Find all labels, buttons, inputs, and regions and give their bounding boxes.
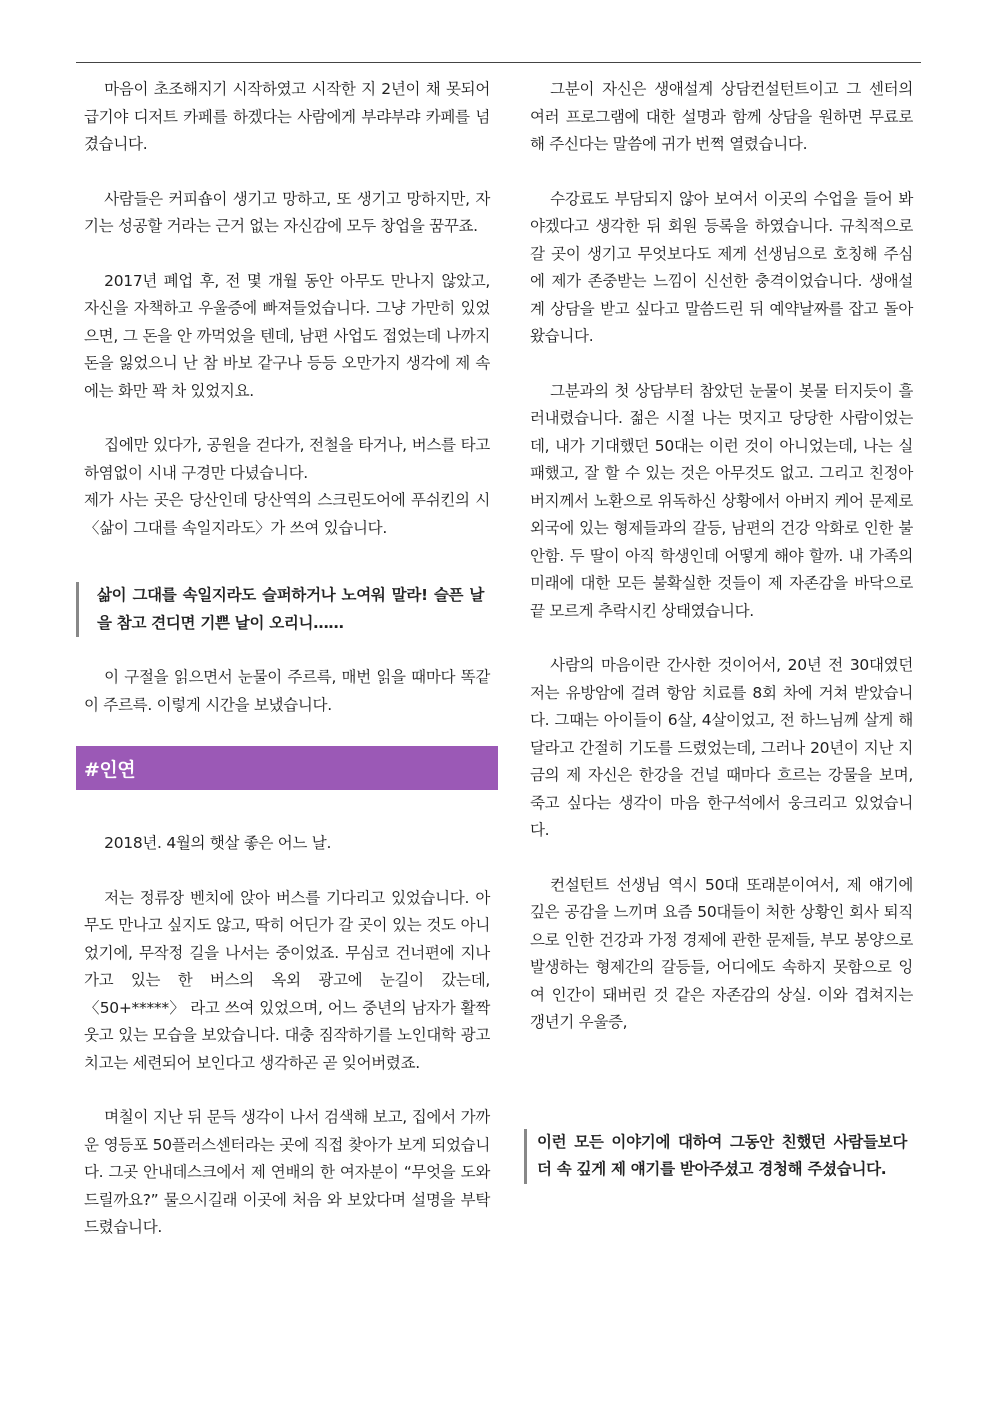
paragraph: 집에만 있다가, 공원을 걷다가, 전철을 타거나, 버스를 타고 하염없이 시내 구경만 다녔습니다. [84, 436, 490, 482]
pull-quote: 삶이 그대를 속일지라도 슬퍼하거나 노여워 말라! 슬픈 날을 참고 견디면 기쁜 날이 오리니…… [76, 582, 490, 637]
paragraph: 며칠이 지난 뒤 문득 생각이 나서 검색해 보고, 집에서 가까운 영등포 50플러스센터라는 곳에 직접 찾아가 보게 되었습니다. 그곳 안내데스크에서 제 연배의 한 여자분이 “무엇을 도와 드릴까요?” 물으시길래 이곳에 처음 와 보았다며 설명을 부탁드렸습니다. [84, 1108, 490, 1236]
paragraph: 그분과의 첫 상담부터 참았던 눈물이 봇물 터지듯이 흘러내렸습니다. 젊은 시절 나는 멋지고 당당한 사람이었는데, 내가 기대했던 50대는 이런 것이 아니었는데, 나는 실패했고, 잘 할 수 있는 것은 아무것도 없고. 그리고 친정아버지께서 노환으로 위독하신 상황에서 아버지 케어 문제로 외국에 있는 형제들과의 갈등, 남편의 건강 악화로 인한 불안함. 두 딸이 아직 학생인데 어떻게 해야 할까. 내 가족의 미래에 대한 모든 불확실한 것들이 제 자존감을 바닥으로 끝 모르게 추락시킨 상태였습니다. [530, 381, 913, 620]
left-column [84, 76, 490, 1242]
paragraph: 사람의 마음이란 간사한 것이어서, 20년 전 30대였던 저는 유방암에 걸려 항암 치료를 8회 차에 거쳐 받았습니다. 그때는 아이들이 6살, 4살이었고, 전 하느님께 살게 해달라고 간절히 기도를 드렸었는데, 그러나 20년이 지난 지금의 제 자신은 한강을 건널 때마다 흐르는 강물을 보며, 죽고 싶다는 생각이 마음 한구석에서 웅크리고 있었습니다. [530, 656, 913, 839]
paragraph: 마음이 초조해지기 시작하였고 시작한 지 2년이 채 못되어 급기야 디저트 카페를 하겠다는 사람에게 부랴부랴 카페를 넘겼습니다. [84, 80, 490, 153]
paragraph: 제가 사는 곳은 당산인데 당산역의 스크린도어에 푸쉬킨의 시 〈삶이 그대를 속일지라도〉가 쓰여 있습니다. [84, 491, 490, 537]
paragraph: 컨설턴트 선생님 역시 50대 또래분이여서, 제 얘기에 깊은 공감을 느끼며 요즘 50대들이 처한 상황인 회사 퇴직으로 인한 건강과 가정 경제에 관한 문제들, 부모 봉양으로 발생하는 형제간의 갈등들, 어디에도 속하지 못함으로 잉여 인간이 돼버린 것 같은 자존감의 상실. 이와 겹쳐지는 갱년기 우울증, [530, 875, 913, 1031]
pull-quote: 이런 모든 이야기에 대하여 그동안 친했던 사람들보다 더 속 깊게 제 얘기를 받아주셨고 경청해 주셨습니다. [524, 1129, 913, 1184]
paragraph: 수강료도 부담되지 않아 보여서 이곳의 수업을 들어 봐야겠다고 생각한 뒤 회원 등록을 하였습니다. 규칙적으로 갈 곳이 생기고 무엇보다도 제게 선생님으로 호칭해 주심에 제가 존중받는 느낌이 신선한 충격이었습니다. 생애설계 상담을 받고 싶다고 말씀드린 뒤 예약날짜를 잡고 돌아왔습니다. [530, 189, 913, 345]
paragraph: 그분이 자신은 생애설계 상담컨설턴트이고 그 센터의 여러 프로그램에 대한 설명과 함께 상담을 원하면 무료로 해 주신다는 말씀에 귀가 번쩍 열렸습니다. [530, 80, 913, 153]
paragraph: 저는 정류장 벤치에 앉아 버스를 기다리고 있었습니다. 아무도 만나고 싶지도 않고, 딱히 어딘가 갈 곳이 있는 것도 아니었기에, 무작정 길을 나서는 중이었죠. 무심코 건너편에 지나가고 있는 한 버스의 옥외 광고에 눈길이 갔는데, 〈50+*****〉 라고 쓰여 있었으며, 어느 중년의 남자가 활짝 웃고 있는 모습을 보았습니다. 대충 짐작하기를 노인대학 광고치고는 세련되어 보인다고 생각하곤 곧 잊어버렸죠. [84, 888, 490, 1072]
paragraph: 2017년 폐업 후, 전 몇 개월 동안 아무도 만나지 않았고, 자신을 자책하고 우울증에 빠져들었습니다. 그냥 가만히 있었으면, 그 돈을 안 까먹었을 텐데, 남편 사업도 접었는데 나까지 돈을 잃었으니 난 참 바보 같구나 등등 오만가지 생각에 제 속에는 화만 꽉 차 있었지요. [84, 271, 490, 400]
paragraph: 사람들은 커피숍이 생기고 망하고, 또 생기고 망하지만, 자기는 성공할 거라는 근거 없는 자신감에 모두 창업을 꿈꾸죠. [84, 189, 490, 235]
section-heading: #인연 [76, 746, 498, 790]
paragraph: 이 구절을 읽으면서 눈물이 주르륵, 매번 읽을 때마다 똑같이 주르륵. 이렇게 시간을 보냈습니다. [84, 668, 490, 714]
right-column [530, 76, 913, 1184]
top-rule [76, 62, 921, 63]
paragraph: 2018년. 4월의 햇살 좋은 어느 날. [104, 834, 332, 852]
